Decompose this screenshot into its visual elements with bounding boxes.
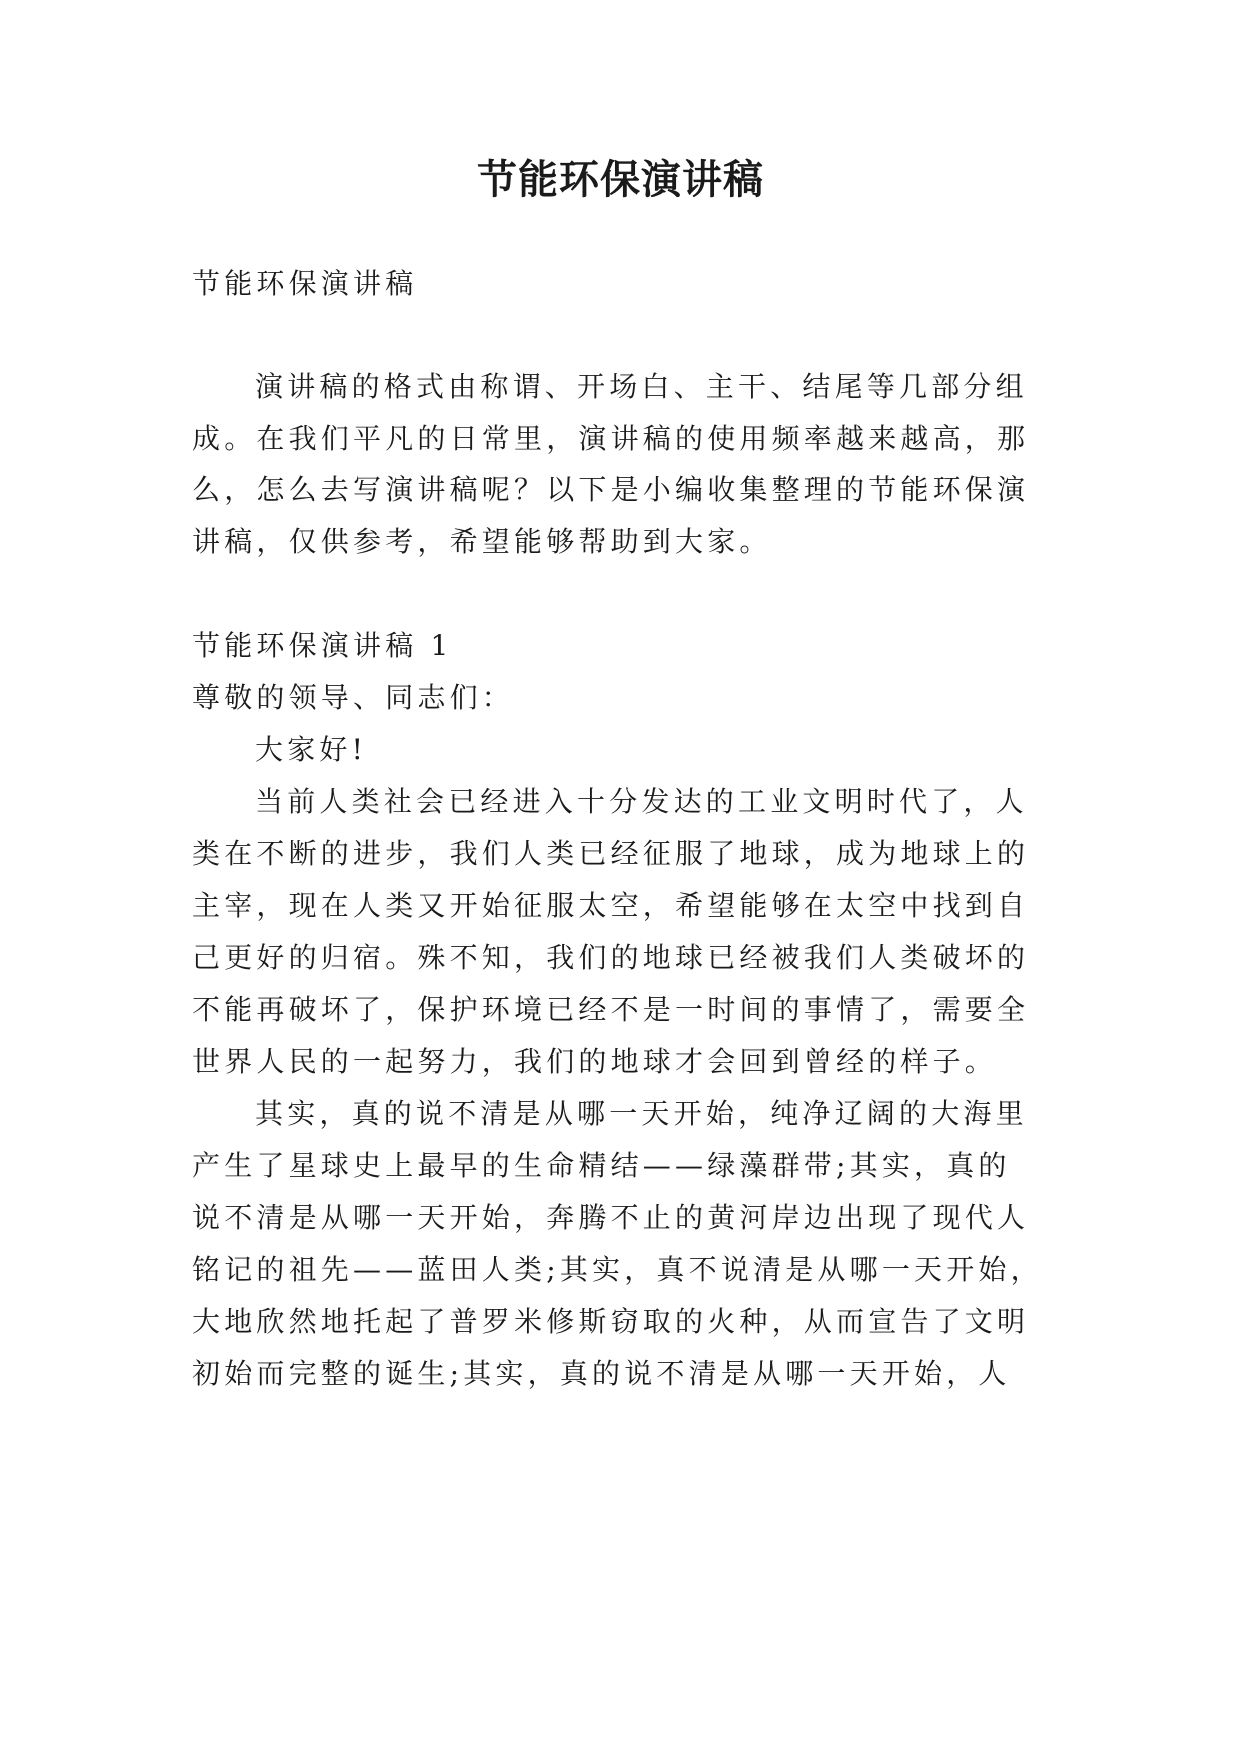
paragraph-line: 当前人类社会已经进入十分发达的工业文明时代了，人 [255, 785, 1028, 818]
paragraph-line: 初始而完整的诞生;其实，真的说不清是从哪一天开始，人 [192, 1357, 1011, 1390]
document-title: 节能环保演讲稿 [477, 156, 764, 203]
intro-line: 成。在我们平凡的日常里，演讲稿的使用频率越来越高，那 [192, 422, 1030, 455]
intro-line: 演讲稿的格式由称谓、开场白、主干、结尾等几部分组 [255, 370, 1028, 403]
paragraph-line: 其实，真的说不清是从哪一天开始，纯净辽阔的大海里 [255, 1097, 1028, 1130]
intro-line: 讲稿，仅供参考，希望能够帮助到大家。 [192, 525, 772, 558]
paragraph-line: 大地欣然地托起了普罗米修斯窃取的火种，从而宣告了文明 [192, 1305, 1030, 1338]
greeting: 大家好! [255, 733, 368, 766]
section-heading: 节能环保演讲稿 1 [192, 629, 453, 662]
document-subtitle: 节能环保演讲稿 [192, 267, 418, 300]
paragraph-line: 产生了星球史上最早的生命精结——绿藻群带;其实，真的 [192, 1149, 1011, 1182]
paragraph-line: 主宰，现在人类又开始征服太空，希望能够在太空中找到自 [192, 889, 1030, 922]
paragraph-line: 己更好的归宿。殊不知，我们的地球已经被我们人类破坏的 [192, 941, 1030, 974]
paragraph-line: 铭记的祖先——蓝田人类;其实，真不说清是从哪一天开始， [192, 1253, 1043, 1286]
paragraph-line: 不能再破坏了，保护环境已经不是一时间的事情了，需要全 [192, 993, 1030, 1026]
intro-line: 么，怎么去写演讲稿呢？以下是小编收集整理的节能环保演 [192, 473, 1030, 506]
salutation: 尊敬的领导、同志们： [192, 681, 515, 714]
paragraph-line: 类在不断的进步，我们人类已经征服了地球，成为地球上的 [192, 837, 1030, 870]
paragraph-line: 说不清是从哪一天开始，奔腾不止的黄河岸边出现了现代人 [192, 1201, 1030, 1234]
paragraph-line: 世界人民的一起努力，我们的地球才会回到曾经的样子。 [192, 1045, 998, 1078]
